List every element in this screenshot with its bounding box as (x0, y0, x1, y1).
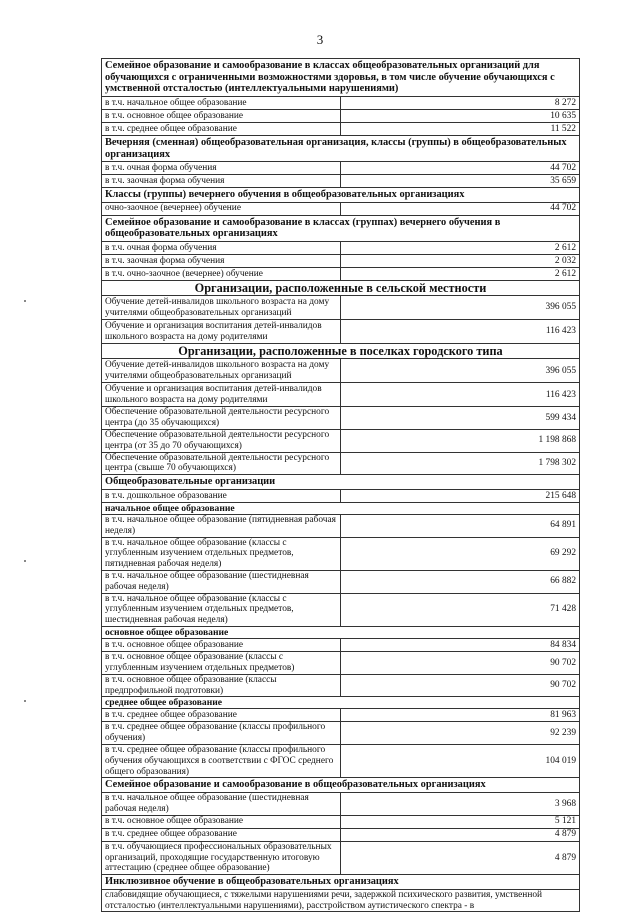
row-label: в т.ч. основное общее образование (102, 109, 341, 122)
row-value: 90 702 (341, 674, 580, 697)
section-title: Семейное образование и самообразование в классах (группах) вечернего обучения в общеобразовательных организациях (102, 215, 580, 241)
table-row (102, 745, 580, 778)
row-label: в т.ч. начальное общее образование (шестидневная рабочая неделя) (102, 571, 341, 594)
table-row (102, 793, 580, 816)
section-header-row (102, 215, 580, 241)
row-value: 84 834 (341, 639, 580, 652)
section-header-row (102, 188, 580, 203)
table-row (102, 407, 580, 430)
row-value: 4 879 (341, 841, 580, 874)
section-header-row (102, 59, 580, 97)
table-row (102, 828, 580, 841)
table-row (102, 268, 580, 281)
margin-mark (24, 560, 26, 562)
table-row (102, 815, 580, 828)
row-value: 10 635 (341, 109, 580, 122)
row-value: 1 798 302 (341, 452, 580, 475)
section-header-row (102, 875, 580, 890)
row-value: 3 968 (341, 793, 580, 816)
section-header-row (102, 475, 580, 490)
row-value: 44 702 (341, 162, 580, 175)
margin-mark (24, 300, 26, 302)
section-title: Семейное образование и самообразование в общеобразовательных организациях (102, 778, 580, 793)
row-label: Обучение детей-инвалидов школьного возраста на дому учителями общеобразовательных организаций (102, 359, 341, 383)
row-value: 44 702 (341, 202, 580, 215)
row-value: 2 612 (341, 242, 580, 255)
row-value: 2 032 (341, 255, 580, 268)
section-title: среднее общее образование (102, 697, 580, 709)
table-row (102, 593, 580, 626)
table-row (102, 383, 580, 407)
row-label: в т.ч. начальное общее образование (102, 96, 341, 109)
row-value: 8 272 (341, 96, 580, 109)
row-label: Обеспечение образовательной деятельности ресурсного центра (от 35 до 70 обучающихся) (102, 430, 341, 453)
row-label: Обеспечение образовательной деятельности ресурсного центра (до 35 обучающихся) (102, 407, 341, 430)
table-row (102, 296, 580, 320)
row-label: в т.ч. среднее общее образование (классы профильного обучения) (102, 722, 341, 745)
row-label: в т.ч. основное общее образование (102, 815, 341, 828)
table-row (102, 242, 580, 255)
section-header-row (102, 135, 580, 161)
subsection-header-row (102, 627, 580, 639)
table-row (102, 202, 580, 215)
row-value: 92 239 (341, 722, 580, 745)
margin-mark (24, 700, 26, 702)
row-label: Обучение детей-инвалидов школьного возраста на дому учителями общеобразовательных организаций (102, 296, 341, 320)
row-label: в т.ч. заочная форма обучения (102, 255, 341, 268)
table-row (102, 674, 580, 697)
table-row (102, 722, 580, 745)
table-row (102, 841, 580, 874)
row-label: в т.ч. начальное общее образование (классы с углубленным изучением отдельных предметов, пятидневная рабочая неделя) (102, 537, 341, 570)
row-label: в т.ч. начальное общее образование (пятидневная рабочая неделя) (102, 514, 341, 537)
row-value: 35 659 (341, 175, 580, 188)
table-row (102, 359, 580, 383)
row-label: Обучение и организация воспитания детей-инвалидов школьного возраста на дому родителями (102, 320, 341, 344)
section-title: Общеобразовательные организации (102, 475, 580, 490)
row-label: в т.ч. начальное общее образование (шестидневная рабочая неделя) (102, 793, 341, 816)
row-label: в т.ч. среднее общее образование (102, 122, 341, 135)
row-label: в т.ч. основное общее образование (классы предпрофильной подготовки) (102, 674, 341, 697)
section-header-row (102, 281, 580, 296)
tariff-table-body (102, 59, 580, 912)
row-label: в т.ч. среднее общее образование (классы профильного обучения обучающихся в соответствии с ФГОС среднего общего образования) (102, 745, 341, 778)
page-number: 3 (316, 32, 324, 47)
table-row (102, 162, 580, 175)
row-value: 66 882 (341, 571, 580, 594)
table-row (102, 652, 580, 675)
table-row (102, 175, 580, 188)
table-row (102, 639, 580, 652)
section-header-row (102, 778, 580, 793)
row-label: в т.ч. начальное общее образование (классы с углубленным изучением отдельных предметов, шестидневная рабочая неделя) (102, 593, 341, 626)
row-label: в т.ч. очная форма обучения (102, 162, 341, 175)
row-value: 116 423 (341, 383, 580, 407)
table-row (102, 489, 580, 502)
row-value: 104 019 (341, 745, 580, 778)
row-value: 81 963 (341, 709, 580, 722)
section-title: Семейное образование и самообразование в классах общеобразовательных организаций для обучающихся с ограниченными возможностями здоровья, в том числе обучение обучающихся с умственной отсталостью (интеллектуальными нарушениями) (102, 59, 580, 97)
section-title: основное общее образование (102, 627, 580, 639)
row-value: 396 055 (341, 359, 580, 383)
row-value: 11 522 (341, 122, 580, 135)
subsection-header-row (102, 697, 580, 709)
table-row (102, 430, 580, 453)
section-header-row (102, 344, 580, 359)
table-row (102, 571, 580, 594)
row-value: 71 428 (341, 593, 580, 626)
row-label: очно-заочное (вечернее) обучение (102, 202, 341, 215)
table-row (102, 255, 580, 268)
row-label: в т.ч. основное общее образование (классы с углубленным изучением отдельных предметов) (102, 652, 341, 675)
row-value: 90 702 (341, 652, 580, 675)
row-label: в т.ч. дошкольное образование (102, 489, 341, 502)
section-title: Классы (группы) вечернего обучения в общеобразовательных организациях (102, 188, 580, 203)
table-row (102, 709, 580, 722)
row-value: 5 121 (341, 815, 580, 828)
tariff-table (101, 58, 580, 912)
row-value: 599 434 (341, 407, 580, 430)
row-label: в т.ч. среднее общее образование (102, 828, 341, 841)
subsection-header-row (102, 502, 580, 514)
section-title: Вечерняя (сменная) общеобразовательная организация, классы (группы) в общеобразовательных организациях (102, 135, 580, 161)
table-row (102, 320, 580, 344)
section-title: начальное общее образование (102, 502, 580, 514)
section-title: Инклюзивное обучение в общеобразовательных организациях (102, 875, 580, 890)
row-label: в т.ч. очно-заочное (вечернее) обучение (102, 268, 341, 281)
row-value: 1 198 868 (341, 430, 580, 453)
row-label: в т.ч. обучающиеся профессиональных образовательных организаций, проходящие государственную итоговую аттестацию (среднее общее образование) (102, 841, 341, 874)
row-text: слабовидящие обучающиеся, с тяжелыми нарушениями речи, задержкой психического развития, умственной отсталостью (интеллектуальными нарушениями), расстройством аутистического спектра - в (102, 889, 580, 912)
row-label: в т.ч. очная форма обучения (102, 242, 341, 255)
table-row (102, 537, 580, 570)
row-label: в т.ч. среднее общее образование (102, 709, 341, 722)
row-label: Обеспечение образовательной деятельности ресурсного центра (свыше 70 обучающихся) (102, 452, 341, 475)
row-label: в т.ч. заочная форма обучения (102, 175, 341, 188)
table-row (102, 96, 580, 109)
row-value: 64 891 (341, 514, 580, 537)
row-label: Обучение и организация воспитания детей-инвалидов школьного возраста на дому родителями (102, 383, 341, 407)
row-value: 4 879 (341, 828, 580, 841)
table-row (102, 452, 580, 475)
row-value: 215 648 (341, 489, 580, 502)
table-row (102, 109, 580, 122)
row-value: 116 423 (341, 320, 580, 344)
section-title: Организации, расположенные в поселках городского типа (102, 344, 580, 359)
table-row (102, 889, 580, 912)
table-row (102, 514, 580, 537)
table-row (102, 122, 580, 135)
row-label: в т.ч. основное общее образование (102, 639, 341, 652)
section-title: Организации, расположенные в сельской местности (102, 281, 580, 296)
row-value: 2 612 (341, 268, 580, 281)
row-value: 69 292 (341, 537, 580, 570)
row-value: 396 055 (341, 296, 580, 320)
